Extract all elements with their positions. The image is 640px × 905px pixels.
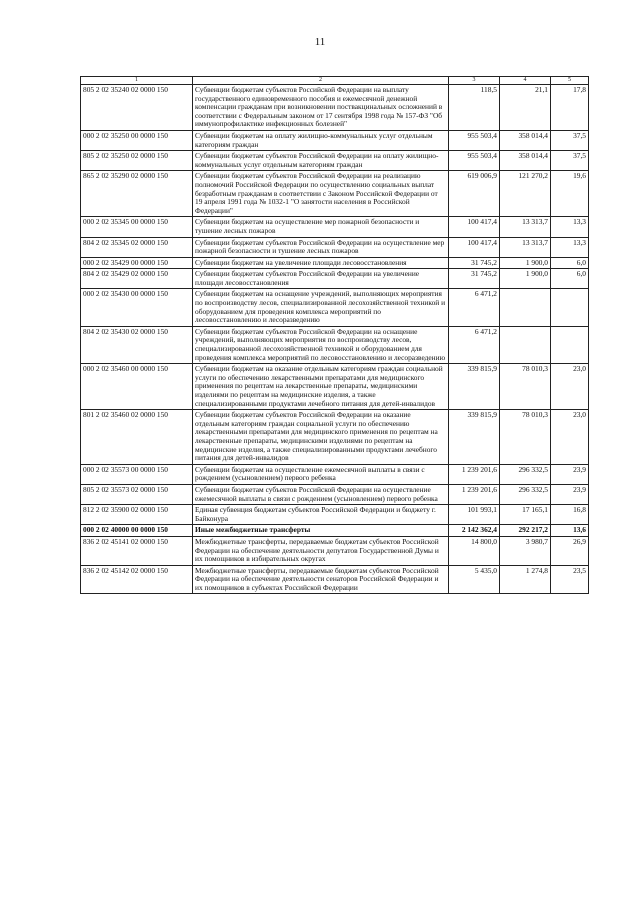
plan-amount: 14 800,0	[449, 536, 500, 565]
item-name: Субвенции бюджетам на оказание отдельным категориям граждан социальной услуги по обеспечению лекарственными препаратами для медицинского применения по рецептам на лекарственные препараты, медицинскими изделиями по рецептам на медицинские изделия, а также специализированными продуктами лечебного питания для детей-инвалидов	[193, 364, 449, 410]
budget-code: 000 2 02 35345 00 0000 150	[81, 217, 193, 237]
execution-percent: 23,0	[551, 364, 589, 410]
actual-amount: 358 014,4	[500, 130, 551, 150]
item-name: Иные межбюджетные трансферты	[193, 525, 449, 537]
page-number: 11	[314, 36, 326, 48]
budget-code: 000 2 02 35430 00 0000 150	[81, 289, 193, 326]
item-name: Субвенции бюджетам субъектов Российской Федерации на оказание отдельным категориям граждан социальной услуги по обеспечению лекарственными препаратами для медицинского применения по рецептам на лекарственные препараты, медицинскими изделиями по рецептам на медицинские изделия, а также специализированными продуктами лечебного питания для детей-инвалидов	[193, 410, 449, 465]
item-name: Субвенции бюджетам субъектов Российской Федерации на оснащение учреждений, выполняющих мероприятия по воспроизводству лесов, специализированной лесохозяйственной техникой и оборудованием для проведения комплекса мероприятий по лесовосстановлению и лесоразведению	[193, 326, 449, 363]
budget-code: 805 2 02 35250 02 0000 150	[81, 151, 193, 171]
table-row	[81, 130, 589, 150]
column-number: 2	[193, 77, 449, 85]
actual-amount: 296 332,5	[500, 464, 551, 484]
plan-amount: 955 503,4	[449, 130, 500, 150]
column-number-row	[81, 77, 589, 85]
item-name: Межбюджетные трансферты, передаваемые бюджетам субъектов Российской Федерации на обеспечение деятельности сенаторов Российской Федерации и их помощников в субъектах Российской Федерации	[193, 565, 449, 594]
actual-amount: 78 010,3	[500, 364, 551, 410]
execution-percent: 13,3	[551, 237, 589, 257]
budget-code: 805 2 02 35240 02 0000 150	[81, 85, 193, 131]
actual-amount: 358 014,4	[500, 151, 551, 171]
item-name: Субвенции бюджетам субъектов Российской Федерации на осуществление мер пожарной безопасности и тушение лесных пожаров	[193, 237, 449, 257]
plan-amount: 339 815,9	[449, 410, 500, 465]
actual-amount: 78 010,3	[500, 410, 551, 465]
budget-code: 000 2 02 35460 00 0000 150	[81, 364, 193, 410]
execution-percent: 23,9	[551, 464, 589, 484]
actual-amount: 1 900,0	[500, 269, 551, 289]
item-name: Субвенции бюджетам на осуществление ежемесячной выплаты в связи с рождением (усыновлением) первого ребенка	[193, 464, 449, 484]
plan-amount: 118,5	[449, 85, 500, 131]
budget-code: 865 2 02 35290 02 0000 150	[81, 171, 193, 217]
table-row	[81, 410, 589, 465]
item-name: Субвенции бюджетам субъектов Российской Федерации на выплату государственного единовременного пособия и ежемесячной денежной компенсации гражданам при возникновении поствакцинальных осложнений в соответствии с Федеральным законом от 17 сентября 1998 года № 157-ФЗ "Об иммунопрофилактике инфекционных болезней"	[193, 85, 449, 131]
actual-amount: 3 980,7	[500, 536, 551, 565]
table-row	[81, 237, 589, 257]
item-name: Субвенции бюджетам субъектов Российской Федерации на реализацию полномочий Российской Федерации по осуществлению социальных выплат безработным гражданам в соответствии с Законом Российской Федерации от 19 апреля 1991 года № 1032-1 "О занятости населения в Российской Федерации"	[193, 171, 449, 217]
actual-amount: 1 900,0	[500, 257, 551, 269]
table-row	[81, 484, 589, 504]
execution-percent: 26,9	[551, 536, 589, 565]
execution-percent: 13,6	[551, 525, 589, 537]
table-row	[81, 257, 589, 269]
actual-amount: 13 313,7	[500, 237, 551, 257]
item-name: Субвенции бюджетам на осуществление мер пожарной безопасности и тушение лесных пожаров	[193, 217, 449, 237]
budget-code: 804 2 02 35429 02 0000 150	[81, 269, 193, 289]
item-name: Единая субвенция бюджетам субъектов Российской Федерации и бюджету г. Байконура	[193, 505, 449, 525]
plan-amount: 5 435,0	[449, 565, 500, 594]
table-row	[81, 85, 589, 131]
plan-amount: 100 417,4	[449, 237, 500, 257]
table-row	[81, 464, 589, 484]
execution-percent	[551, 289, 589, 326]
budget-code: 000 2 02 35250 00 0000 150	[81, 130, 193, 150]
budget-code: 812 2 02 35900 02 0000 150	[81, 505, 193, 525]
plan-amount: 31 745,2	[449, 257, 500, 269]
item-name: Субвенции бюджетам на оплату жилищно-коммунальных услуг отдельным категориям граждан	[193, 130, 449, 150]
budget-code: 805 2 02 35573 02 0000 150	[81, 484, 193, 504]
budget-code: 000 2 02 35573 00 0000 150	[81, 464, 193, 484]
execution-percent: 23,0	[551, 410, 589, 465]
actual-amount: 296 332,5	[500, 484, 551, 504]
column-number: 1	[81, 77, 193, 85]
execution-percent: 37,5	[551, 151, 589, 171]
budget-code: 836 2 02 45142 02 0000 150	[81, 565, 193, 594]
table-row	[81, 364, 589, 410]
column-number: 4	[500, 77, 551, 85]
item-name: Субвенции бюджетам субъектов Российской Федерации на оплату жилищно-коммунальных услуг отдельным категориям граждан	[193, 151, 449, 171]
execution-percent: 23,9	[551, 484, 589, 504]
execution-percent	[551, 326, 589, 363]
execution-percent: 23,5	[551, 565, 589, 594]
item-name: Субвенции бюджетам на оснащение учреждений, выполняющих мероприятия по воспроизводству лесов, специализированной лесохозяйственной техникой и оборудованием для проведения комплекса мероприятий по лесовосстановлению и лесоразведению	[193, 289, 449, 326]
actual-amount: 292 217,2	[500, 525, 551, 537]
plan-amount: 2 142 362,4	[449, 525, 500, 537]
item-name: Межбюджетные трансферты, передаваемые бюджетам субъектов Российской Федерации на обеспечение деятельности депутатов Государственной Думы и их помощников в избирательных округах	[193, 536, 449, 565]
item-name: Субвенции бюджетам на увеличение площади лесовосстановления	[193, 257, 449, 269]
table-row	[81, 151, 589, 171]
plan-amount: 619 006,9	[449, 171, 500, 217]
execution-percent: 6,0	[551, 269, 589, 289]
execution-percent: 19,6	[551, 171, 589, 217]
execution-percent: 6,0	[551, 257, 589, 269]
budget-code: 801 2 02 35460 02 0000 150	[81, 410, 193, 465]
item-name: Субвенции бюджетам субъектов Российской Федерации на осуществление ежемесячной выплаты в связи с рождением (усыновлением) первого ребенка	[193, 484, 449, 504]
table-row	[81, 326, 589, 363]
table-row	[81, 505, 589, 525]
table-row	[81, 525, 589, 537]
plan-amount: 339 815,9	[449, 364, 500, 410]
plan-amount: 6 471,2	[449, 289, 500, 326]
actual-amount	[500, 326, 551, 363]
budget-code: 836 2 02 45141 02 0000 150	[81, 536, 193, 565]
budget-code: 000 2 02 40000 00 0000 150	[81, 525, 193, 537]
execution-percent: 16,8	[551, 505, 589, 525]
budget-code: 000 2 02 35429 00 0000 150	[81, 257, 193, 269]
table-row	[81, 269, 589, 289]
column-number: 3	[449, 77, 500, 85]
budget-table	[80, 76, 589, 594]
plan-amount: 1 239 201,6	[449, 484, 500, 504]
actual-amount: 21,1	[500, 85, 551, 131]
actual-amount: 1 274,8	[500, 565, 551, 594]
plan-amount: 100 417,4	[449, 217, 500, 237]
plan-amount: 955 503,4	[449, 151, 500, 171]
actual-amount	[500, 289, 551, 326]
execution-percent: 13,3	[551, 217, 589, 237]
table-row	[81, 565, 589, 594]
plan-amount: 6 471,2	[449, 326, 500, 363]
execution-percent: 37,5	[551, 130, 589, 150]
table-row	[81, 171, 589, 217]
column-number: 5	[551, 77, 589, 85]
budget-code: 804 2 02 35345 02 0000 150	[81, 237, 193, 257]
actual-amount: 13 313,7	[500, 217, 551, 237]
table-row	[81, 536, 589, 565]
plan-amount: 31 745,2	[449, 269, 500, 289]
plan-amount: 101 993,1	[449, 505, 500, 525]
table-row	[81, 217, 589, 237]
item-name: Субвенции бюджетам субъектов Российской Федерации на увеличение площади лесовосстановления	[193, 269, 449, 289]
actual-amount: 121 270,2	[500, 171, 551, 217]
plan-amount: 1 239 201,6	[449, 464, 500, 484]
execution-percent: 17,8	[551, 85, 589, 131]
budget-code: 804 2 02 35430 02 0000 150	[81, 326, 193, 363]
table-row	[81, 289, 589, 326]
actual-amount: 17 165,1	[500, 505, 551, 525]
